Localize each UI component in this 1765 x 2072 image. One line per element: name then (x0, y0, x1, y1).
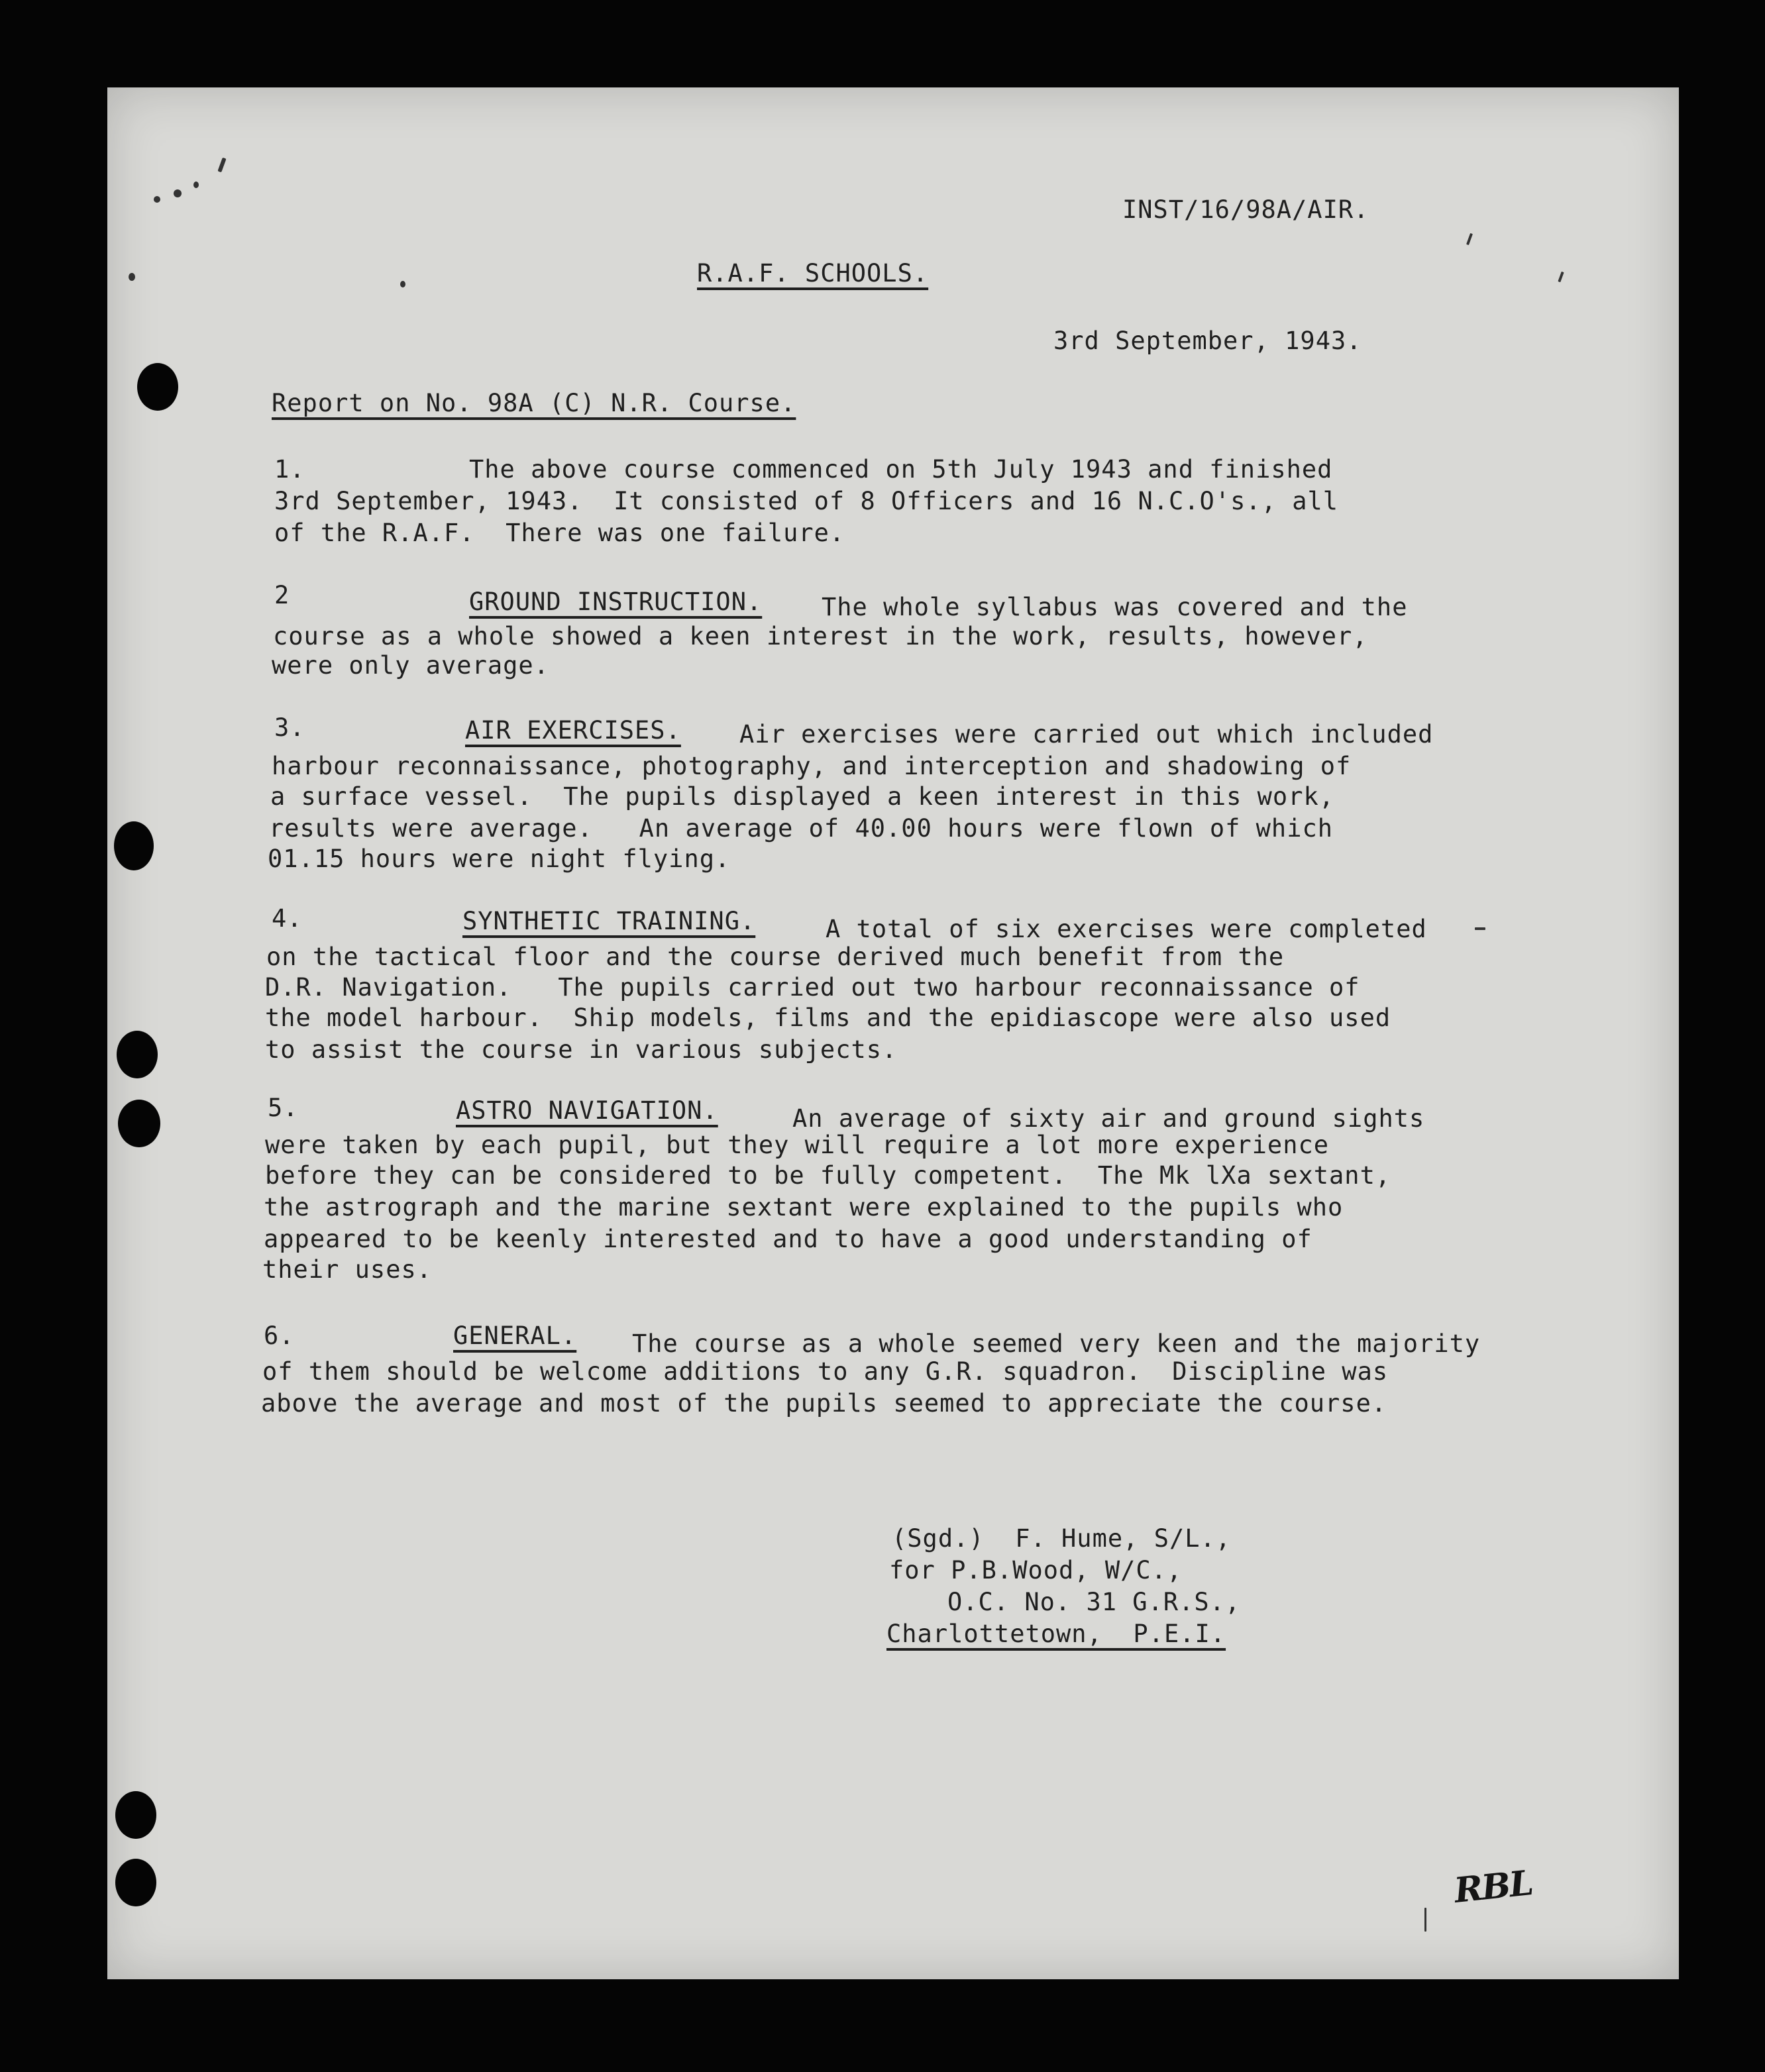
paragraph-text: a surface vessel. The pupils displayed a keen interest in this work, (270, 782, 1335, 811)
paragraph-text: of them should be welcome additions to any G.R. squadron. Discipline was (262, 1357, 1389, 1386)
paragraph-text: harbour reconnaissance, photography, and interception and shadowing of (272, 752, 1352, 780)
paragraph-number: 1. (274, 455, 305, 484)
document-date: 3rd September, 1943. (1053, 327, 1362, 355)
paragraph-text: The above course commenced on 5th July 1943 and finished (469, 455, 1333, 484)
section-heading: GROUND INSTRUCTION. (469, 588, 763, 616)
paragraph-text: on the tactical floor and the course derived much benefit from the (266, 943, 1285, 971)
section-heading: AIR EXERCISES. (465, 716, 681, 745)
paragraph-number: 3. (274, 713, 305, 742)
reference-number: INST/16/98A/AIR. (1122, 195, 1369, 224)
signature-line: for P.B.Wood, W/C., (889, 1556, 1183, 1584)
section-heading: ASTRO NAVIGATION. (456, 1096, 718, 1125)
section-heading: SYNTHETIC TRAINING. (462, 907, 756, 935)
handwritten-initials: RBL (1452, 1863, 1534, 1911)
paragraph-text: The whole syllabus was covered and the (822, 593, 1408, 621)
paragraph-text: results were average. An average of 40.00 hours were flown of which (269, 814, 1334, 843)
paragraph-text: above the average and most of the pupils seemed to appreciate the course. (261, 1389, 1387, 1418)
punch-hole (137, 363, 178, 411)
paragraph-text: An average of sixty air and ground sights (792, 1104, 1425, 1133)
ink-speck (174, 189, 182, 197)
paragraph-text: of the R.A.F. There was one failure. (274, 519, 845, 547)
paragraph-number: 5. (268, 1094, 299, 1122)
punch-hole (115, 1859, 156, 1906)
paragraph-number: 6. (264, 1321, 295, 1350)
signature-line: O.C. No. 31 G.R.S., (947, 1588, 1241, 1616)
punch-hole (115, 1791, 156, 1839)
document-title: R.A.F. SCHOOLS. (697, 259, 929, 287)
paragraph-number: 4. (272, 904, 303, 933)
paragraph-text: 3rd September, 1943. It consisted of 8 Officers and 16 N.C.O's., all (274, 487, 1339, 515)
paragraph-text: the astrograph and the marine sextant were explained to the pupils who (264, 1193, 1344, 1221)
paragraph-text: the model harbour. Ship models, films and the epidiascope were also used (265, 1004, 1391, 1032)
paragraph-text: D.R. Navigation. The pupils carried out two harbour reconnaissance of (265, 973, 1360, 1002)
paragraph-text: The course as a whole seemed very keen and the majority (632, 1329, 1481, 1358)
ink-speck (1424, 1908, 1426, 1932)
paragraph-text: were taken by each pupil, but they will require a lot more experience (265, 1131, 1330, 1159)
paragraph-text: Air exercises were carried out which included (739, 720, 1434, 749)
ink-speck (193, 181, 199, 188)
signature-location: Charlottetown, P.E.I. (886, 1620, 1226, 1648)
document-page (107, 87, 1679, 1979)
ink-speck (1475, 927, 1485, 930)
paragraph-text: their uses. (262, 1255, 433, 1284)
report-subject: Report on No. 98A (C) N.R. Course. (272, 389, 796, 417)
paragraph-text: course as a whole showed a keen interest in the work, results, however, (273, 622, 1368, 650)
paragraph-text: to assist the course in various subjects. (265, 1035, 898, 1064)
paragraph-text: 01.15 hours were night flying. (268, 845, 731, 873)
paragraph-text: were only average. (272, 651, 549, 680)
paragraph-text: appeared to be keenly interested and to have a good understanding of (264, 1225, 1312, 1253)
section-heading: GENERAL. (453, 1321, 577, 1350)
ink-speck (154, 196, 160, 203)
ink-speck (400, 281, 405, 287)
punch-hole (114, 821, 154, 870)
paragraph-number: 2 (274, 581, 290, 609)
signature-line: (Sgd.) F. Hume, S/L., (892, 1524, 1232, 1553)
punch-hole (118, 1100, 160, 1147)
paragraph-text: A total of six exercises were completed (826, 915, 1427, 943)
ink-speck (129, 273, 135, 281)
paragraph-text: before they can be considered to be fully competent. The Mk lXa sextant, (265, 1161, 1391, 1190)
punch-hole (117, 1031, 158, 1078)
